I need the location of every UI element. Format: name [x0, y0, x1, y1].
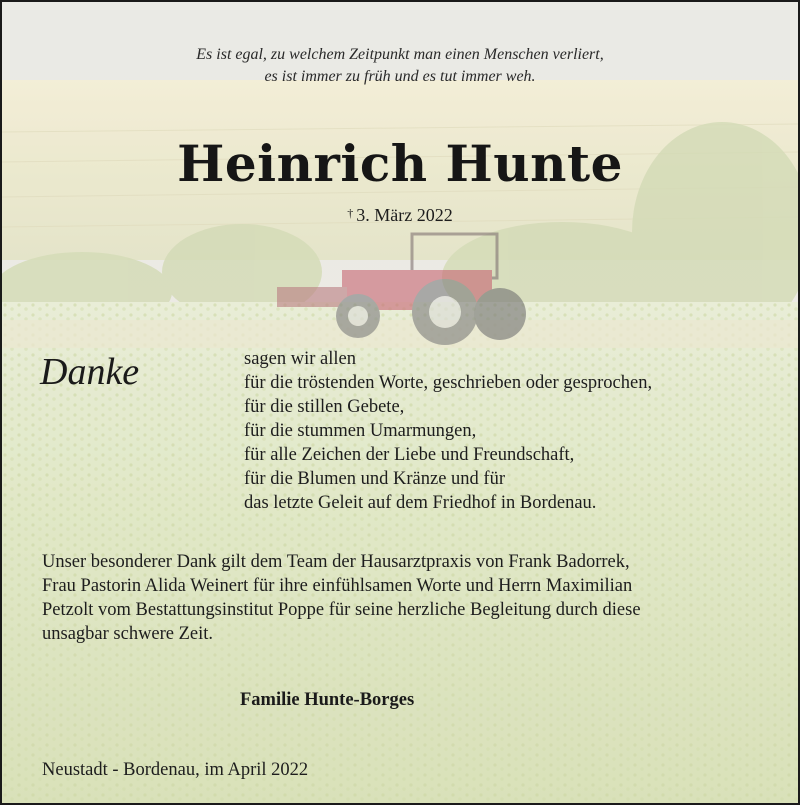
deceased-name: Heinrich Hunte: [177, 134, 623, 193]
special-thanks-line: Frau Pastorin Alida Weinert für ihre einfühlsamen Worte und Herrn Maximilian: [42, 576, 633, 596]
special-thanks-line: Petzolt vom Bestattungsinstitut Poppe für seine herzliche Begleitung durch diese: [42, 600, 641, 620]
thanks-heading: Danke: [40, 351, 140, 393]
quote-line: es ist immer zu früh und es tut immer weh.: [264, 68, 536, 85]
special-thanks-paragraph: [42, 550, 772, 646]
memorial-quote: [2, 44, 798, 88]
family-signature: Familie Hunte-Borges: [240, 690, 415, 710]
thanks-list: [244, 347, 652, 515]
special-thanks-line: unsagbar schwere Zeit.: [42, 624, 214, 644]
thanks-line: für die stillen Gebete,: [244, 397, 405, 417]
special-thanks-line: Unser besonderer Dank gilt dem Team der Hausarztpraxis von Frank Badorrek,: [42, 552, 630, 572]
thanks-line: für die tröstenden Worte, geschrieben oder gesprochen,: [244, 373, 653, 393]
quote-line: Es ist egal, zu welchem Zeitpunkt man einen Menschen verliert,: [196, 46, 604, 63]
death-date: 3. März 2022: [356, 205, 453, 225]
thanks-line: für alle Zeichen der Liebe und Freundschaft,: [244, 445, 575, 465]
place-and-date: Neustadt - Bordenau, im April 2022: [42, 760, 309, 780]
death-date-line: [2, 205, 798, 226]
thanks-line: sagen wir allen: [244, 349, 356, 369]
cross-icon: †: [347, 206, 354, 220]
thanks-line: für die Blumen und Kränze und für: [244, 469, 505, 489]
thanks-line: das letzte Geleit auf dem Friedhof in Bordenau.: [244, 493, 597, 513]
thanks-line: für die stummen Umarmungen,: [244, 421, 477, 441]
